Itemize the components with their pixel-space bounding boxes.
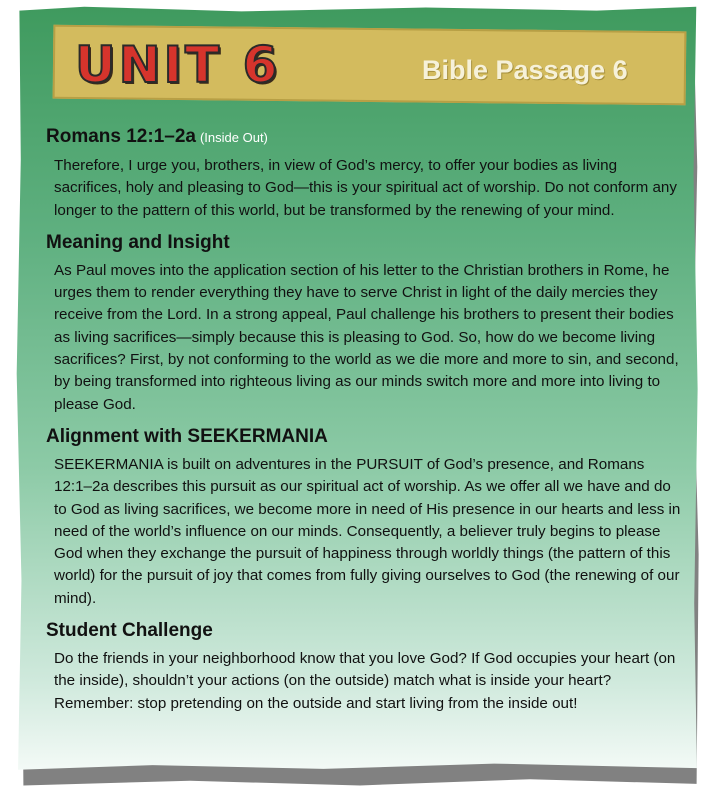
section-heading: Alignment with SEEKERMANIA [46, 425, 328, 447]
passage-label: Bible Passage 6 [422, 55, 628, 85]
section-passage [46, 124, 686, 222]
section-meaning [46, 230, 686, 416]
section-heading: Student Challenge [46, 620, 213, 642]
section-heading: Meaning and Insight [46, 231, 230, 253]
section-alignment [46, 424, 686, 610]
content-area [46, 124, 686, 723]
passage-reference: Romans 12:1–2a [46, 126, 196, 147]
section-body: SEEKERMANIA is built on adventures in the PURSUIT of God’s presence, and Romans 12:1–2a describes this pursuit as our spiritual act of worship. As we offer all we have and do to God as living sacrifices, we become more in need of His presence in our hearts and less in need of the world’s influence on our minds. Consequently, a believer truly begins to please God when they exchange the pursuit of happiness through worldly things (the pattern of this world) for the pursuit of joy that comes from fully giving ourselves to God (the renewing of our mind). [54, 455, 681, 607]
section-body: Do the friends in your neighborhood know that you love God? If God occupies your heart (on the inside), shouldn’t your actions (on the outside) match what is inside your heart? Remember: stop pretending on the outside and start living from the inside out! [54, 650, 676, 712]
section-heading [46, 124, 686, 151]
section-body: As Paul moves into the application section of his letter to the Christian brothers in Rome, he urges them to render everything they have to serve Christ in light of the daily mercies they receive from the Lord. In a strong appeal, Paul challenge his brothers to present their bodies as living sacrifices—simply because this is pleasing to God. So, how do we become living sacrifices? First, by not conforming to the world as we die more and more to sin, and second, by being transformed into righteous living as our minds switch more and more into living to please God. [54, 261, 679, 413]
unit-title: UNIT 6 [75, 36, 281, 94]
passage-subtitle: (Inside Out) [199, 130, 268, 145]
section-body: Therefore, I urge you, brothers, in view of God’s mercy, to offer your bodies as living sacrifices, holy and pleasing to God—this is your spiritual act of worship. Do not conform any longer to the pattern of this world, but be transformed by the renewing of your mind. [54, 157, 677, 219]
section-challenge [46, 618, 686, 715]
